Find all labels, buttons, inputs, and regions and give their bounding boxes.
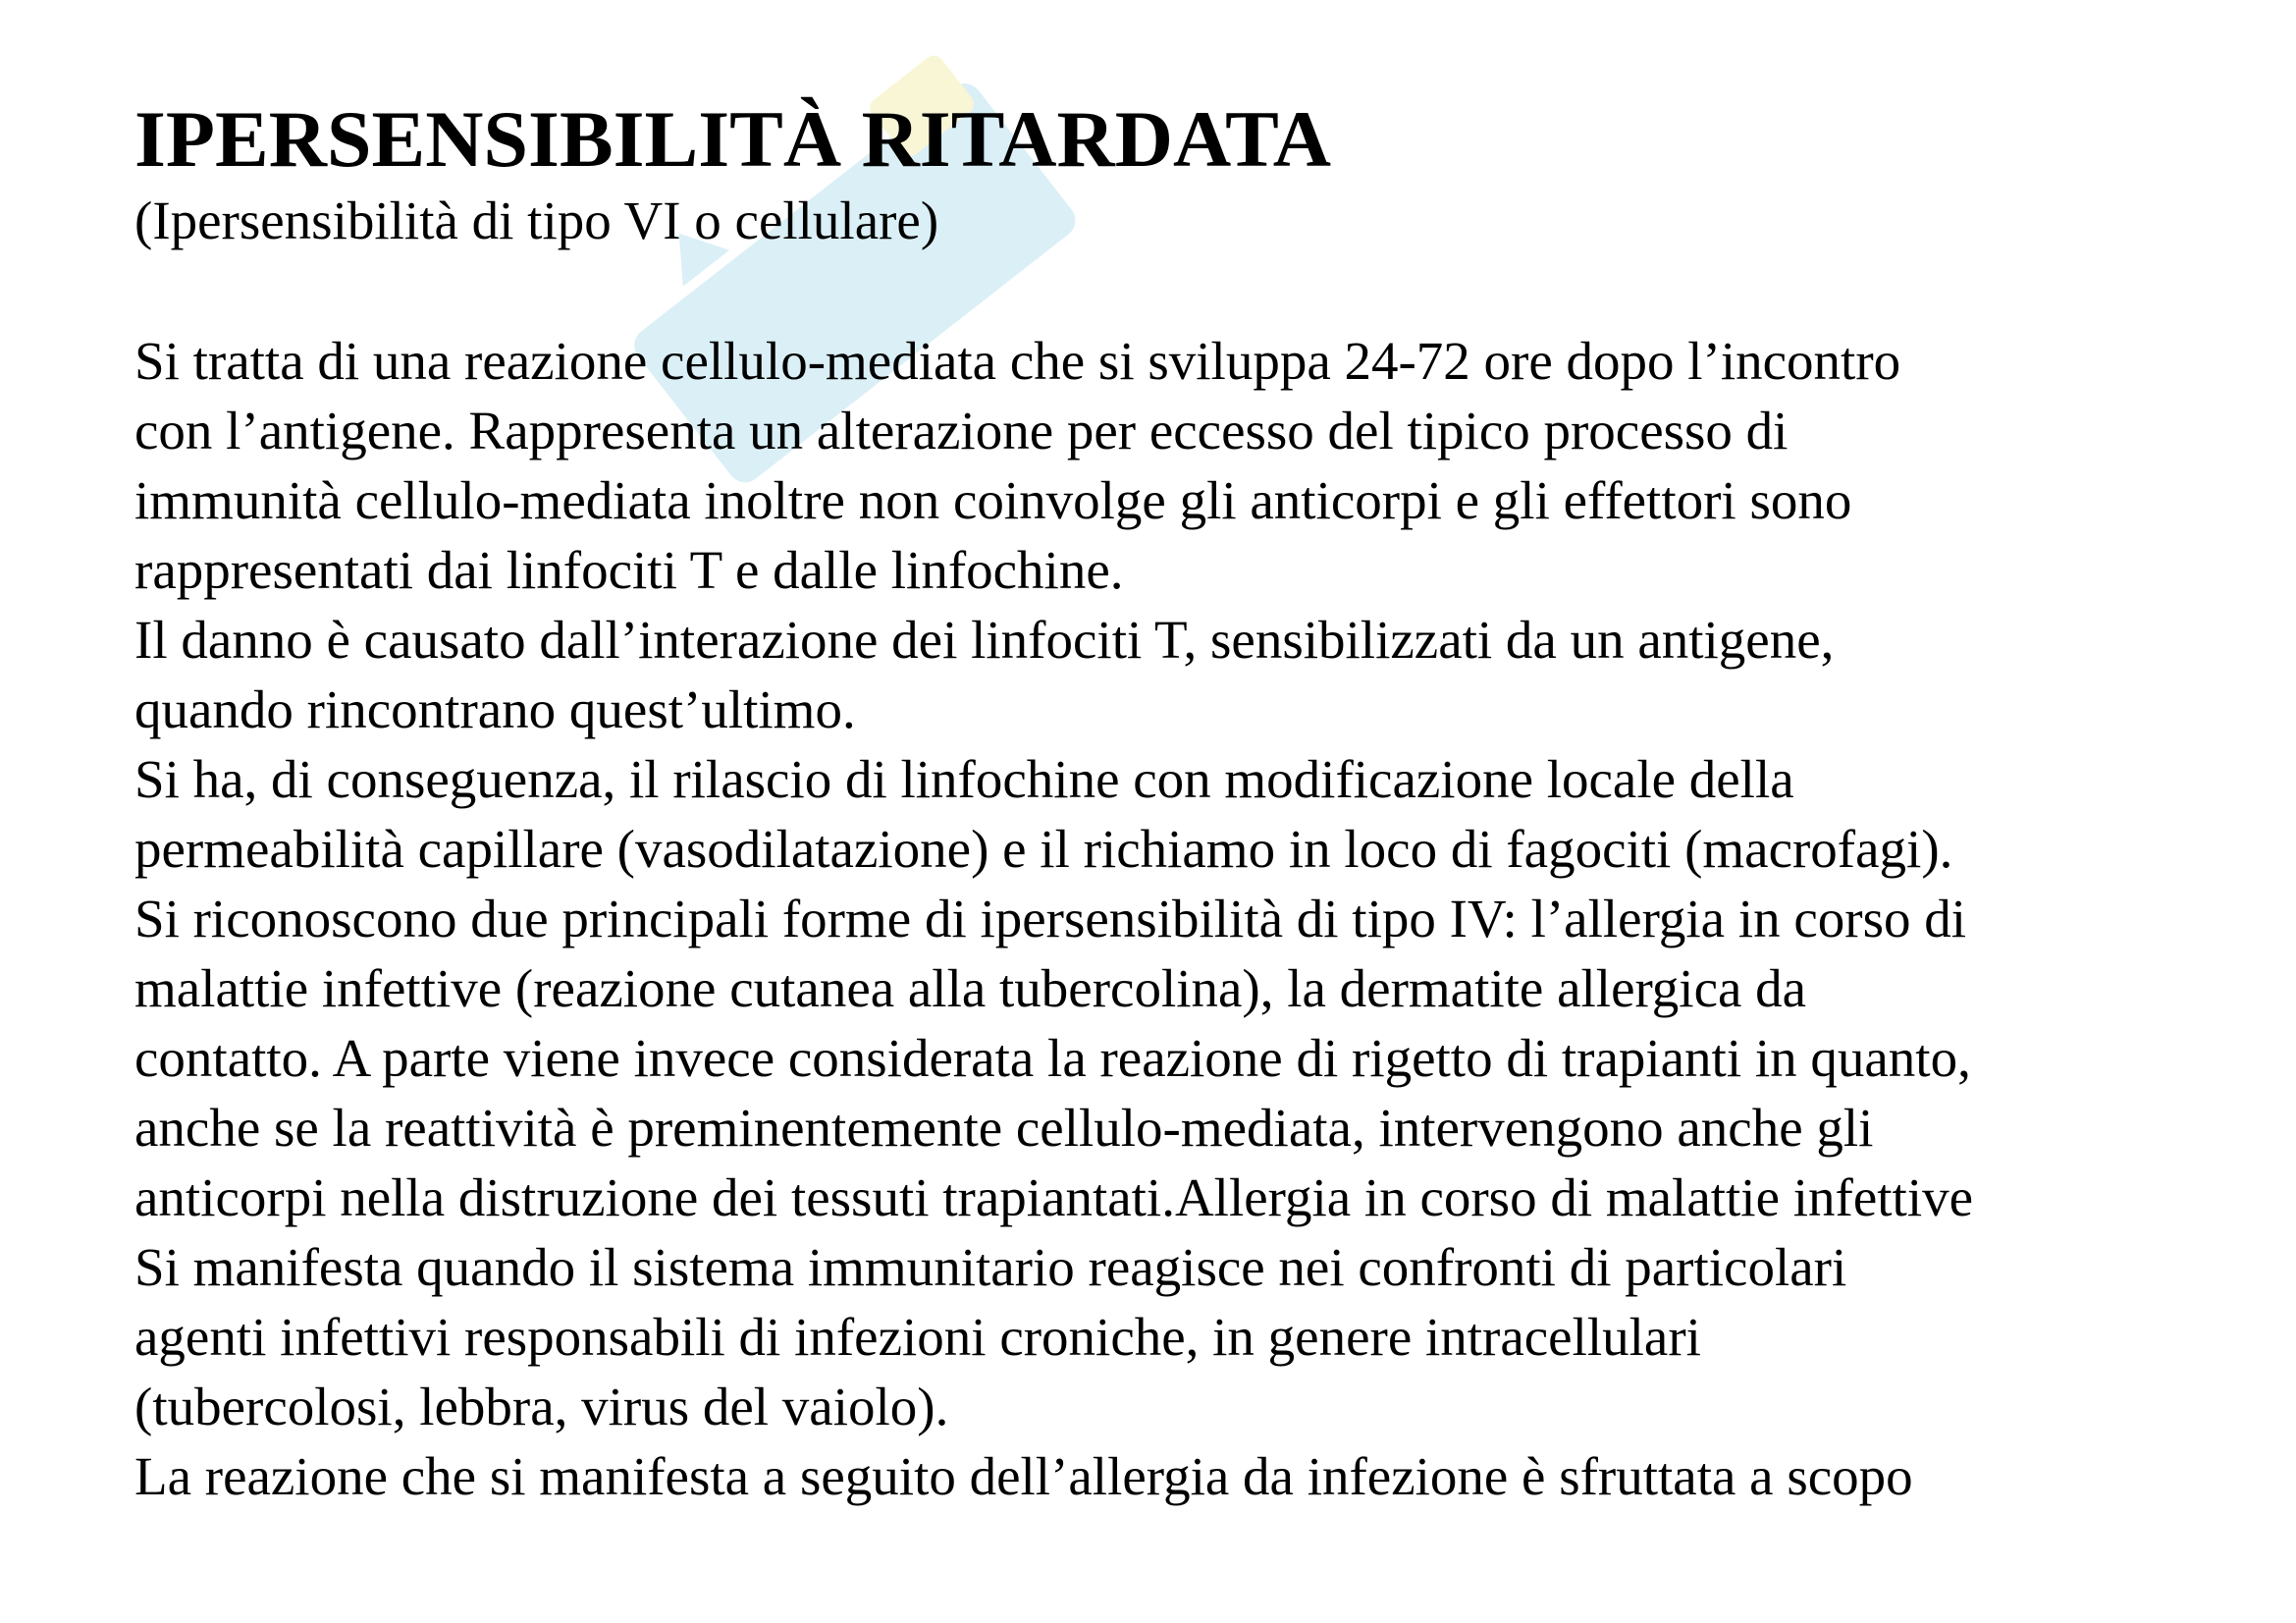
document-content (134, 90, 2255, 1511)
text-line: La reazione che si manifesta a seguito dell’allergia da infezione è sfruttata a scopo (134, 1446, 1913, 1506)
page-subtitle: (Ipersensibilità di tipo VI o cellulare) (134, 190, 939, 250)
text-line: Si ha, di conseguenza, il rilascio di linfochine con modificazione locale della (134, 749, 1794, 809)
text-line: immunità cellulo-mediata inoltre non coinvolge gli anticorpi e gli effettori sono (134, 470, 1852, 530)
text-line: con l’antigene. Rappresenta un alterazione per eccesso del tipico processo di (134, 401, 1789, 460)
text-line: agenti infettivi responsabili di infezioni croniche, in genere intracellulari (134, 1307, 1701, 1367)
page-title: IPERSENSIBILITÀ RITARDATA (134, 94, 1331, 184)
text-line: contatto. A parte viene invece considerata la reazione di rigetto di trapianti in quanto, (134, 1028, 1971, 1088)
text-line: Si manifesta quando il sistema immunitario reagisce nei confronti di particolari (134, 1237, 1847, 1297)
text-line: Si riconoscono due principali forme di ipersensibilità di tipo IV: l’allergia in corso di (134, 889, 1967, 948)
text-line: anche se la reattività è preminentemente cellulo-mediata, intervengono anche gli (134, 1098, 1874, 1158)
body-text (134, 326, 2255, 1511)
text-line: Il danno è causato dall’interazione dei linfociti T, sensibilizzati da un antigene, (134, 610, 1835, 670)
text-line: anticorpi nella distruzione dei tessuti trapiantati.Allergia in corso di malattie infettive (134, 1167, 1974, 1227)
text-line: (tubercolosi, lebbra, virus del vaiolo). (134, 1377, 949, 1436)
text-line: rappresentati dai linfociti T e dalle linfochine. (134, 540, 1124, 600)
text-line: quando rincontrano quest’ultimo. (134, 679, 856, 739)
text-line: permeabilità capillare (vasodilatazione) e il richiamo in loco di fagociti (macrofagi). (134, 819, 1953, 879)
text-line: Si tratta di una reazione cellulo-mediata che si sviluppa 24-72 ore dopo l’incontro (134, 331, 1901, 391)
text-line: malattie infettive (reazione cutanea alla tubercolina), la dermatite allergica da (134, 958, 1807, 1018)
